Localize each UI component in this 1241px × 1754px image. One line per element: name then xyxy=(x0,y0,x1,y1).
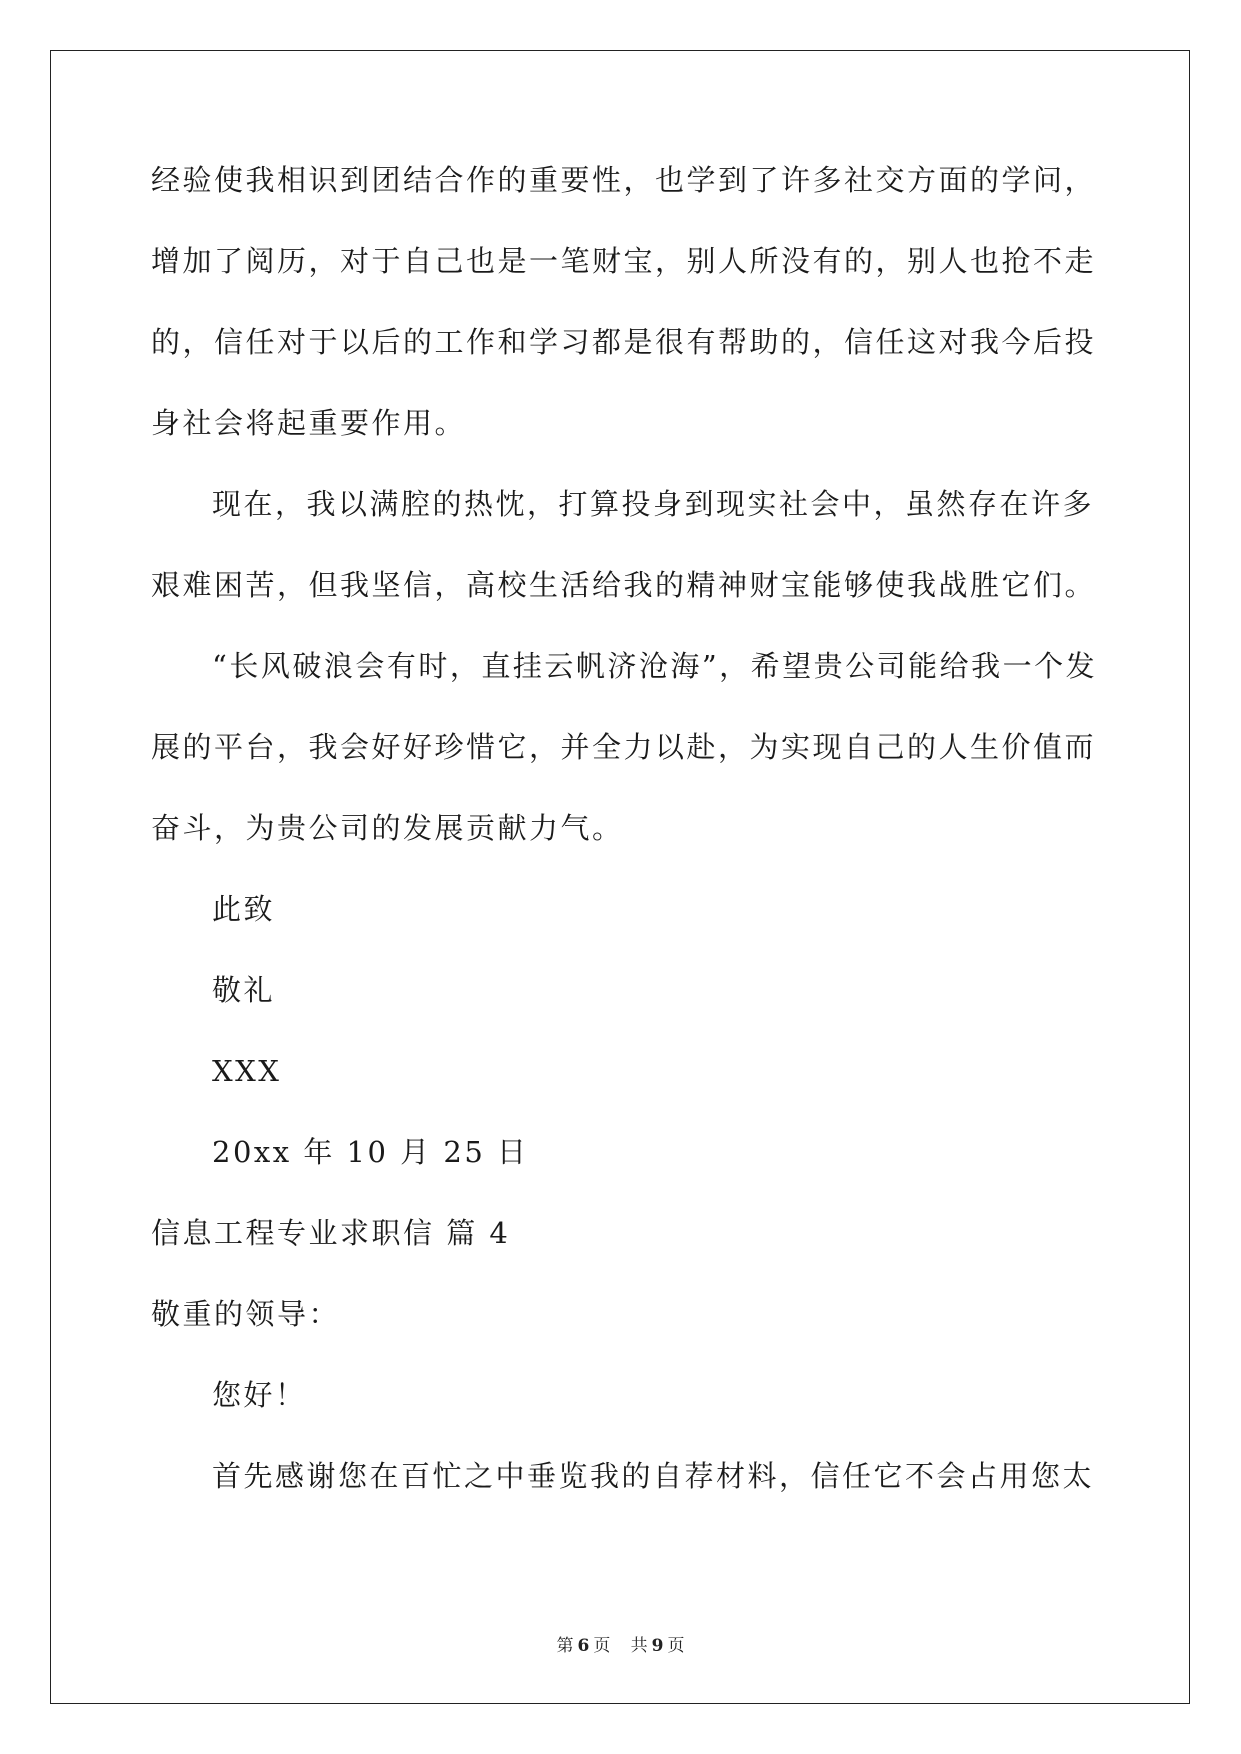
page-footer xyxy=(0,1631,1241,1656)
footer-total-prefix: 共 xyxy=(630,1636,648,1656)
text-line: 奋斗，为贵公司的发展贡献力气。 xyxy=(151,811,624,845)
signature-name: XXX xyxy=(212,1054,282,1088)
signature-date: 20xx 年 10 月 25 日 xyxy=(212,1135,529,1169)
total-page-count: 9 xyxy=(651,1636,664,1656)
current-page-number: 6 xyxy=(577,1636,590,1656)
text-line: 艰难困苦，但我坚信，高校生活给我的精神财宝能够使我战胜它们。 xyxy=(151,568,1097,602)
text-line: 增加了阅历，对于自己也是一笔财宝，别人所没有的，别人也抢不走 xyxy=(151,244,1097,278)
document-body xyxy=(151,160,1098,1537)
letter-hello: 您好！ xyxy=(212,1378,307,1412)
section-heading: 信息工程专业求职信 篇 4 xyxy=(151,1216,511,1250)
text-line: 身社会将起重要作用。 xyxy=(151,406,467,440)
footer-prefix: 第 xyxy=(556,1636,574,1656)
closing-salutation: 此致 xyxy=(212,892,276,926)
footer-total-unit: 页 xyxy=(667,1636,685,1656)
text-line: 首先感谢您在百忙之中垂览我的自荐材料，信任它不会占用您太 xyxy=(212,1459,1095,1493)
text-line: 展的平台，我会好好珍惜它，并全力以赴，为实现自己的人生价值而 xyxy=(151,730,1097,764)
closing-regards: 敬礼 xyxy=(212,973,276,1007)
text-line: 现在，我以满腔的热忱，打算投身到现实社会中，虽然存在许多 xyxy=(212,487,1095,521)
footer-page-unit: 页 xyxy=(593,1636,611,1656)
text-line: “长风破浪会有时，直挂云帆济沧海”，希望贵公司能给我一个发 xyxy=(212,649,1098,683)
letter-greeting: 敬重的领导： xyxy=(151,1297,341,1331)
text-line: 经验使我相识到团结合作的重要性，也学到了许多社交方面的学问， xyxy=(151,163,1097,197)
text-line: 的，信任对于以后的工作和学习都是很有帮助的，信任这对我今后投 xyxy=(151,325,1097,359)
